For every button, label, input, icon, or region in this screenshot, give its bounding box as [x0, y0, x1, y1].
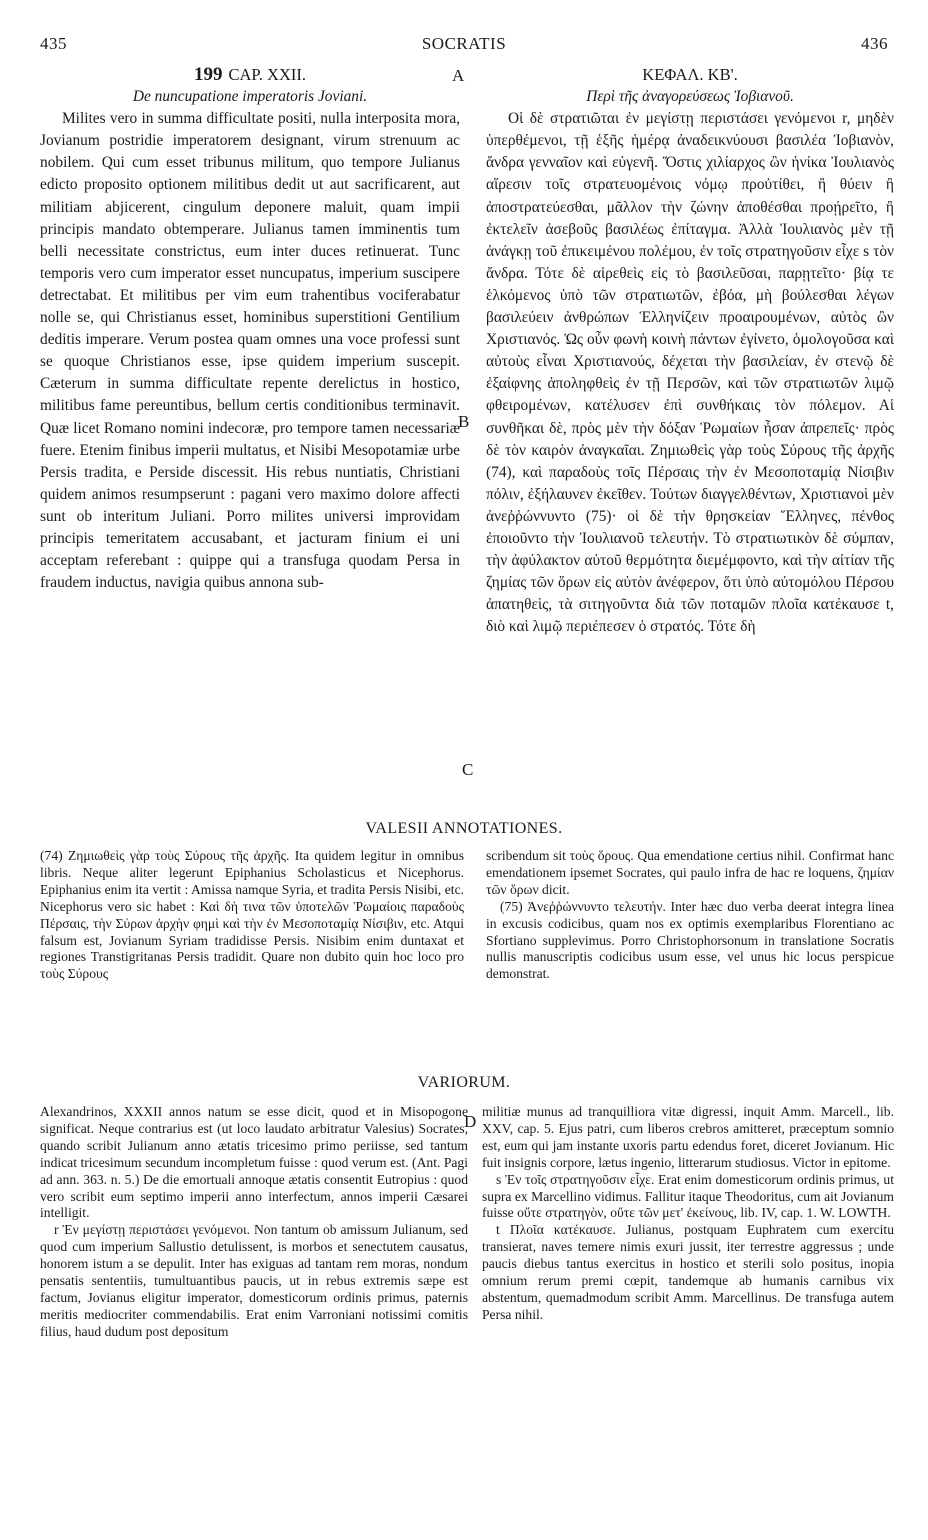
- margin-letter-a: A: [452, 66, 465, 85]
- latin-column: [40, 64, 460, 594]
- variorum-note-s: s Ἐν τοῖς στρατηγοῦσιν εἶχε. Erat enim domesticorum ordinis primus, ut supra ex Marcellino vidimus. Fallitur itaque Theodoritus, cum ait Jovianum fuisse οὔτε στρατηγὸν, οὔτε τῶν μετ' ἐκείνους, lib. IV, cap. 1. W. LOWTH.: [482, 1171, 894, 1221]
- running-title: SOCRATIS: [421, 34, 507, 53]
- valesii-note-74: (74) Ζημιωθεὶς γὰρ τοὺς Σύρους τῆς ἀρχῆς. Ita quidem legitur in omnibus libris. Neque aliter legerunt Epiphanius Scholasticus et Nicephorus. Epiphanius enim ita vertit : Amissa namque Syria, et tradita Persis Nisibi, etc. Nicephorus vero sic habet : Καὶ δὴ τινα τῶν ὑποτελῶν Ῥωμαίοις παραδοὺς Πέρσαις, τὴν Σύρων ἀρχὴν φημὶ καὶ τὴν ἐν Μεσοποταμίᾳ Νίσιβιν, etc. Atqui falsum est, Jovianum Syriam tradidisse Persis. Nisibim enim duntaxat et regiones Transtigritanas Persis tradidit. Quare non dubito quin hoc loco pro τοὺς Σύρους: [40, 848, 464, 982]
- valesii-note-74-continued: scribendum sit τοὺς ὅρους. Qua emendatione certius nihil. Confirmat hanc emendationem ipsemet Socrates, qui paulo infra de hac re loquens, ζημίαν τῶν ὅρων dicit.: [486, 848, 894, 897]
- variorum-note-r: r Ἐν μεγίστῃ περιστάσει γενόμενοι. Non tantum ob amissum Julianum, sed quod cum imperium Sallustio detulissent, is morbos et senectutem causatus, honorem istum a se depulit. Inter has exiguas ad tantam rem moras, nondum pensatis sententiis, tumultuantibus paucis, ut in rebus extremis sæpe est factum, Jovianus eligitur imperator, domesticorum ordinis primus, paternis meritis mediocriter commendabilis. Erat enim Varroniani notissimi comitis filius, haud dudum post depositum: [40, 1222, 468, 1339]
- variorum-left: [40, 1104, 468, 1341]
- latin-chapter-label: CAP. XXII.: [228, 65, 306, 84]
- greek-chapter-heading: ΚΕΦΑΛ. ΚΒ'.: [642, 65, 738, 84]
- margin-letter-c: C: [462, 760, 474, 779]
- variorum-heading: VARIORUM.: [417, 1074, 511, 1091]
- margin-letter-b: B: [458, 412, 470, 431]
- chapter-number: 199: [194, 64, 223, 85]
- greek-column: [486, 64, 894, 638]
- variorum-note-t: t Πλοῖα κατέκαυσε. Julianus, postquam Euphratem cum exercitu transierat, naves temere nimis exuri jussit, iter terrestre aggressus ; unde paucis diebus tantus exercitus in hostico et sterili solo positus, inopia omnium rerum premi cœpit, tandemque ab humanis carnibus vix abstentum, quemadmodum scribit Amm. Marcellinus. De transfuga autem Persa nihil.: [482, 1222, 894, 1322]
- page-number-right: 436: [861, 34, 888, 53]
- valesii-note-left: [40, 848, 464, 983]
- valesii-note-75: (75) Ἀνεῤῥώννυντο τελευτήν. Inter hæc duo verba deerat integra linea in excusis codicibus, quam nos ex optimis exemplaribus Florentiano ac Sfortiano supplevimus. Porro Christophorsonum in translatione Socratis nullis manuscriptis codicibus usum esse, vel unus hic locus perspicue demonstrat.: [486, 898, 894, 982]
- greek-body: Οἱ δὲ στρατιῶται ἐν μεγίστῃ περιστάσει γενόμενοι r, μηδὲν ὑπερθέμενοι, τῇ ἑξῆς ἡμέρᾳ ἀναδεικνύουσι βασιλέα Ἰοβιανὸν, ἄνδρα γενναῖον καὶ εὐγενῆ. Ὅστις χιλίαρχος ὢν ἡνίκα Ἰουλιανὸς αἵρεσιν τοῖς στρατευομένοις νόμῳ προὐτίθει, ἢ θύειν ἢ ἀποστρατεύεσθαι, μᾶλλον τὴν ζώνην ἀποθέσθαι προῄρεῖτο, ἢ ἐκτελεῖν ἀσεβοῦς βασιλέως ἐπίταγμα. Ἀλλὰ Ἰουλιανὸς μὲν τῇ ἀνάγκῃ τοῦ ἐπικειμένου πολέμου, ἐν τοῖς στρατηγοῦσιν εἶχε s τὸν ἄνδρα. Τότε δὲ αἱρεθεὶς εἰς τὸ βασιλεῦσαι, παρῃτεῖτο· βίᾳ τε ἑλκόμενος ὑπὸ τῶν στρατιωτῶν, ἐβόα, μὴ βούλεσθαι λέγων βασιλεύειν ἀνθρώπων Ἑλληνίζειν προαιρουμένων, αὐτὸς ὢν Χριστιανός. Ὡς οὖν φωνὴ κοινὴ πάντων ἐγίνετο, ὁμολογοῦσα καὶ αὐτοὺς εἶναι Χριστιανούς, δέχεται τὴν βασιλείαν, ἐν στενῷ δὲ ἐξαίφνης ἀποληφθεὶς ἐν τῇ Περσῶν, καὶ τῶν στρατιωτῶν λιμῷ φθειρομένων, κατέλυσεν ἐπὶ συνθήκαις τὸν πόλεμον. Αἱ συνθῆκαι δὲ, πρὸς μὲν τὴν δόξαν Ῥωμαίων ἦσαν ἀπρεπεῖς· πρὸς δὲ τὸν καιρὸν ἀναγκαῖαι. Ζημιωθεὶς γὰρ τοὺς Σύρους τῆς ἀρχῆς (74), καὶ παραδοὺς τοῖς Πέρσαις τὴν ἐν Μεσοποταμίᾳ Νίσιβιν πόλιν, ἐξήλαυνεν ἐκεῖθεν. Τούτων διαγγελθέντων, Χριστιανοὶ μὲν ἀνεῤῥώννυντο (75)· οἱ δὲ τὴν θρησκείαν Ἕλληνες, πένθος ἐποιοῦντο τὴν Ἰουλιανοῦ τελευτήν. Τὸ στρατιωτικὸν δὲ σύμπαν, τὴν ἀφύλακτον αὐτοῦ θερμότητα διεμέμφοντο, καὶ τὴν αἰτίαν τῆς ζημίας τῶν ὅρων εἰς αὐτὸν ἀνέφερον, ὅτι ὑπὸ αὐτομόλου Πέρσου ἀπατηθεὶς, τὰ σιτηγοῦντα διὰ τῶν ποταμῶν πλοῖα κατέκαυσε t, διὸ καὶ λιμῷ περιέπεσεν ὁ στρατός. Τότε δὴ: [486, 110, 894, 636]
- variorum-note-continued: Alexandrinos, XXXII annos natum se esse dicit, quod et in Misopogone significat. Neque contrarius est (ut loco laudato arbitratur Valesius) Socrates, quando scribit Julianum anno ætatis tricesimo primo periisse, sed tantum indicat tricesimum secundum incompletum fuisse : quod verum est. (Ant. Pagi ad ann. 363. n. 5.) De die emortuali annoque ætatis consentit Eutropius : quod vero scribit eum septimo imperii anno interfectum, annos imperii Cæsarei intelligit.: [40, 1104, 468, 1221]
- variorum-right: [482, 1104, 894, 1324]
- valesii-heading: VALESII ANNOTATIONES.: [365, 820, 563, 837]
- greek-subtitle: Περὶ τῆς ἀναγορεύσεως Ἰοβιανοῦ.: [586, 88, 794, 106]
- latin-body: Milites vero in summa difficultate positi, nulla interposita mora, Jovianum postridie imperatorem designant, virum strenuum ac nobilem. Qui cum esset tribunus militum, quo tempore Julianus edicto proposito optionem militibus dedit ut aut sacrificarent, aut militiam abjicerent, cingulum deponere maluit, quam impii principis mandato obtemperare. Julianus tamen imminentis tum belli necessitate constrictus, eum inter duces retinuerat. Tunc temporis vero cum imperator esset nuncupatus, imperium suscipere detrectabat. Et militibus per vim eum trahentibus vociferabatur nolle se, qui Christianus esset, hominibus superstitioni Gentilium deditis imperare. Verum postea quam omnes una voce professi sunt se quoque Christianos esse, ipse quidem imperium suscepit. Cæterum in summa difficultate repente derelictus in hostico, militibus fame pereuntibus, bellum certis conditionibus terminavit. Quæ licet Romano nomini indecoræ, pro tempore tamen necessariæ fuere. Etenim finibus imperii multatus, et Nisibi Mesopotamiæ urbe Persis tradita, e Perside discessit. His rebus nuntiatis, Christiani quidem animos resumpserunt : pagani vero maximo dolore affecti sunt ob interitum Juliani. Porro milites universi improvidam principis temeritatem accusabant, et jacturam finium ei uni acceptam referebant : quippe qui a transfuga quodam Persa in fraudem inductus, navigia quibus annona sub-: [40, 110, 460, 592]
- variorum-note-r-continued: militiæ munus ad tranquilliora vitæ digressi, inquit Amm. Marcell., lib. XXV, cap. 5. Ejus patri, cum liberos crebros amitteret, præceptum somnio est, eum qui jam instante uxoris partu edendus foret, diceret Jovianum. Hic fuit insignis corpore, lætus ingenio, litterarum studiosus. Victor in epitome.: [482, 1104, 894, 1170]
- latin-subtitle: De nuncupatione imperatoris Joviani.: [132, 88, 368, 106]
- latin-chapter-heading: [40, 64, 460, 86]
- running-header: [40, 34, 888, 56]
- margin-letter-d: D: [464, 1112, 477, 1131]
- page-number-left: 435: [40, 34, 67, 53]
- valesii-note-right: [486, 848, 894, 983]
